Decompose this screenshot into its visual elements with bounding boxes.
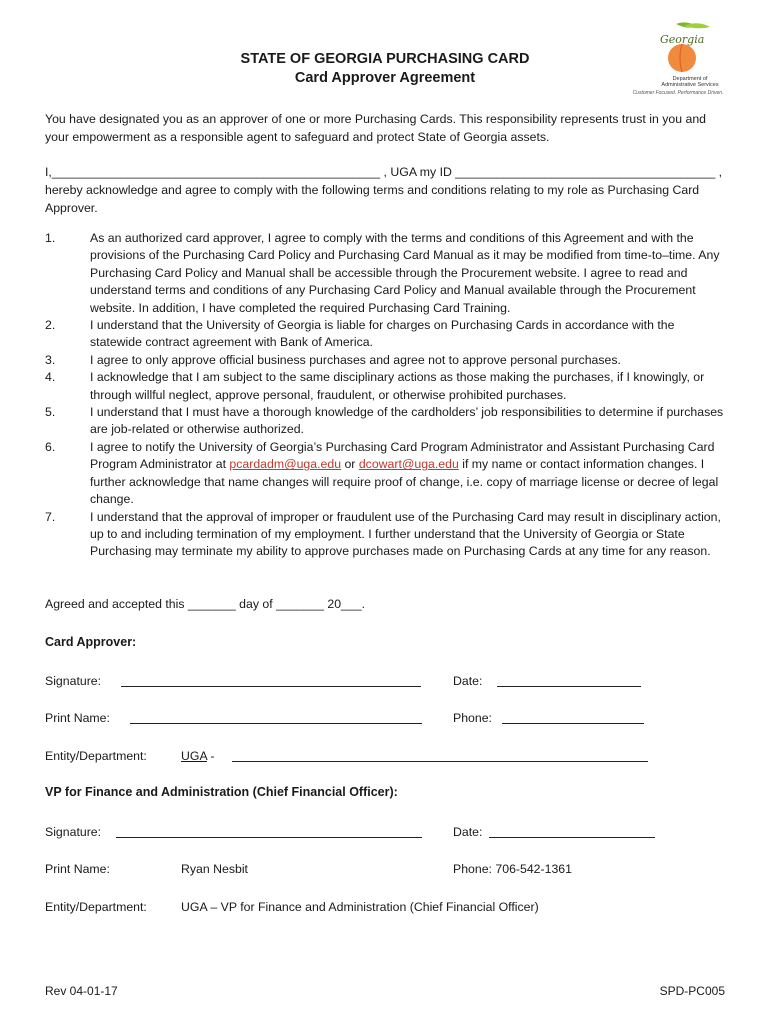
list-item: 6. I agree to notify the University of Georgia’s Purchasing Card Program Administrator and Assistant Purchasing Card Program Administrator at pcardadm@uga.edu or dcowart@uga.edu if my name or contact information changes. I further acknowledge that name changes will require proof of change, i.e. copy of marriage license or decree of legal change. <box>45 439 719 507</box>
card-approver-heading: Card Approver: <box>45 635 137 649</box>
logo-department: Department of Administrative Services <box>661 76 719 88</box>
vp-date-field[interactable] <box>489 823 655 838</box>
list-item: 7. I understand that the approval of improper or fraudulent use of the Purchasing Card may result in disciplinary action, up to and including termination of my employment. I further understand that the University of Georgia or State Purchasing may terminate my ability to approve purchases made on Purchasing Cards at any time for any reason. <box>45 509 721 559</box>
vp-entity-value: UGA – VP for Finance and Administration (Chief Financial Officer) <box>181 900 539 914</box>
approver-phone-field[interactable] <box>502 709 644 724</box>
acknowledgement-paragraph: I,________________________________________________ , UGA my ID ______________________________________ , hereby acknowledge and agree to comply with the following terms and conditions relating to my role as Purchasing Card Approver. <box>45 165 723 215</box>
approver-signature-field[interactable] <box>121 672 421 687</box>
vp-finance-heading: VP for Finance and Administration (Chief Financial Officer): <box>45 785 398 799</box>
form-id: SPD-PC005 <box>659 984 725 998</box>
vp-signature-field[interactable] <box>116 823 422 838</box>
vp-date-label: Date: <box>453 825 483 839</box>
agreed-accepted-line[interactable]: Agreed and accepted this _______ day of _______ 20___. <box>45 597 365 611</box>
name-blank[interactable]: _____________________________ <box>51 165 251 179</box>
revision-date: Rev 04-01-17 <box>45 984 118 998</box>
approver-print-name-field[interactable] <box>130 709 422 724</box>
list-item: 5. I understand that I must have a thorough knowledge of the cardholders’ job responsibilities to determine if purchases are job-related or otherwise authorized. <box>45 405 724 437</box>
approver-date-field[interactable] <box>497 672 641 687</box>
georgia-doas-logo <box>624 20 726 98</box>
list-item: 2. I understand that the University of Georgia is liable for charges on Purchasing Cards in accordance with the statewide contract agreement with Bank of America. <box>45 318 675 350</box>
dcowart-email-link[interactable]: dcowart@uga.edu <box>358 457 459 472</box>
vp-signature-label: Signature: <box>45 825 102 839</box>
vp-entity-label: Entity/Department: <box>45 900 147 914</box>
vp-phone: Phone: 706-542-1361 <box>453 862 572 876</box>
list-item: 3. I agree to only approve official business purchases and agree not to approve personal purchases. <box>45 352 621 367</box>
approver-entity-prefix: UGA - <box>181 749 215 763</box>
document-subtitle: Card Approver Agreement <box>294 70 476 86</box>
intro-paragraph: You have designated you as an approver of one or more Purchasing Cards. This responsibility represents trust in you and your empowerment as a responsible agent to safeguard and protect State of Georgia assets. <box>45 112 706 144</box>
terms-list <box>45 230 728 561</box>
approver-entity-field[interactable] <box>232 747 648 762</box>
logo-wordmark: Georgia <box>660 33 705 46</box>
list-item: 4. I acknowledge that I am subject to the same disciplinary actions as those making the purchases, if I knowingly, or through willful neglect, approve personal, fraudulent, or otherwise prohibited purchases. <box>45 370 705 402</box>
list-item: 1. As an authorized card approver, I agree to comply with the terms and conditions of this Agreement and with the provisions of the Purchasing Card Policy and Purchasing Card Manual as it may be modified from time-to–time. Any Purchasing Card Policy and Manual shall be accessible through the Procurement website. I agree to read and understand terms and conditions of any Purchasing Card Policy and Manual available through the Procurement website. In addition, I have completed the required Purchasing Card Training. <box>45 231 720 315</box>
logo-tagline: Customer Focused. Performance Driven. <box>632 90 724 96</box>
approver-phone-label: Phone: <box>453 711 492 725</box>
vp-print-name-value: Ryan Nesbit <box>181 862 248 876</box>
vp-print-name-label: Print Name: <box>45 862 110 876</box>
approver-signature-label: Signature: <box>45 674 102 688</box>
uga-id-blank[interactable]: _____________________________________ <box>455 165 709 179</box>
pcardadm-email-link[interactable]: pcardadm@uga.edu <box>229 457 342 472</box>
approver-entity-label: Entity/Department: <box>45 749 147 763</box>
document-title: STATE OF GEORGIA PURCHASING CARD <box>240 51 530 67</box>
approver-print-name-label: Print Name: <box>45 711 110 725</box>
approver-date-label: Date: <box>453 674 483 688</box>
